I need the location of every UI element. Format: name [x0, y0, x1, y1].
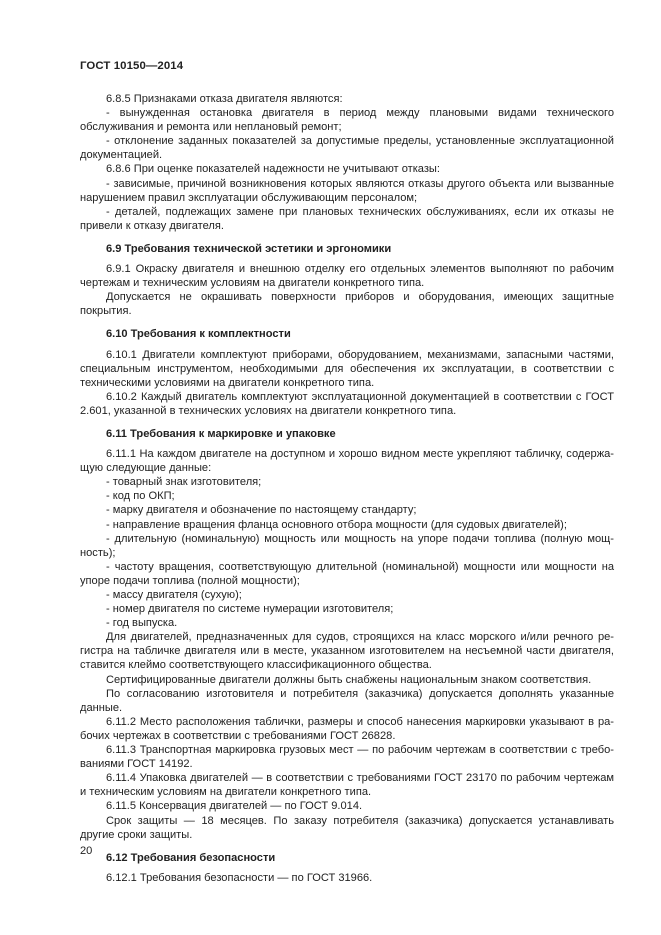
paragraph: Срок защиты — 18 месяцев. По заказу потребителя (заказчика) допускается устанавливать другие сроки защиты. — [80, 814, 614, 841]
paragraph: 6.11.1 На каждом двигателе на доступном и хорошо видном месте укрепляют табличку, содержащую следующие данные: — [80, 448, 614, 475]
paragraph: - длительную (номинальную) мощность или мощность на упоре подачи топлива (полную мощность); — [80, 532, 614, 559]
paragraph: - код по ОКП; — [106, 490, 175, 503]
paragraph: - номер двигателя по системе нумерации изготовителя; — [106, 603, 394, 616]
paragraph: 6.11.5 Консервация двигателей — по ГОСТ 9.014. — [106, 800, 363, 813]
paragraph: Допускается не окрашивать поверхности приборов и оборудования, имеющих защитные покрытия. — [80, 291, 614, 318]
section-heading: 6.11 Требования к маркировке и упаковке — [106, 427, 336, 440]
section-heading: 6.9 Требования технической эстетики и эргономики — [106, 242, 392, 255]
paragraph: - марку двигателя и обозначение по настоящему стандарту; — [106, 504, 417, 517]
paragraph: - отклонение заданных показателей за допустимые пределы, установленные эксплуатационной документацией. — [80, 135, 614, 162]
paragraph: - частоту вращения, соответствующую длительной (номинальной) мощности или мощности на упоре подачи топлива (полной мощности); — [80, 560, 614, 587]
paragraph: - товарный знак изготовителя; — [106, 476, 262, 489]
paragraph: 6.10.1 Двигатели комплектуют приборами, оборудованием, механизмами, запасными частями, специальным инструментом, необходимыми для обеспечения их эксплуатации, в соответствии с техническими условиями на двигатели конкретного типа. — [80, 348, 614, 389]
document-body — [80, 92, 614, 885]
paragraph: - массу двигателя (сухую); — [106, 589, 242, 601]
paragraph: - зависимые, причиной возникновения которых являются отказы другого объекта или вызванные нарушением правил эксплуатации обслуживающим персоналом; — [80, 177, 614, 204]
section-heading: 6.12 Требования безопасности — [106, 851, 276, 864]
paragraph: По согласованию изготовителя и потребителя (заказчика) допускается дополнять указанные данные. — [80, 687, 614, 714]
paragraph: 6.8.5 Признаками отказа двигателя являются: — [106, 93, 343, 105]
paragraph: Сертифицированные двигатели должны быть снабжены национальным знаком соответствия. — [106, 673, 592, 686]
page-number: 20 — [80, 845, 93, 857]
section-heading: 6.10 Требования к комплектности — [106, 328, 291, 341]
document-header: ГОСТ 10150—2014 — [80, 60, 184, 72]
paragraph: - год выпуска. — [106, 617, 178, 630]
paragraph: 6.11.3 Транспортная маркировка грузовых мест — по рабочим чертежам в соответствии с требованиями ГОСТ 14192. — [80, 744, 614, 771]
paragraph: 6.11.2 Место расположения таблички, размеры и способ нанесения маркировки указывают в рабочих чертежах в соответствии с требованиями ГОСТ 26828. — [80, 715, 614, 742]
paragraph: 6.12.1 Требования безопасности — по ГОСТ 31966. — [106, 871, 373, 884]
paragraph: - вынужденная остановка двигателя в период между плановыми видами технического обслуживания и ремонта или неплановый ремонт; — [80, 107, 614, 134]
paragraph: 6.10.2 Каждый двигатель комплектуют эксплуатационной документацией в соответствии с ГОСТ 2.601, указанной в технических условиях на двигатели конкретного типа. — [80, 390, 614, 417]
paragraph: - направление вращения фланца основного отбора мощности (для судовых двигателей); — [106, 518, 567, 531]
paragraph: 6.9.1 Окраску двигателя и внешнюю отделку его отдельных элементов выполняют по рабочим чертежам и техническим условиям на двигатели конкретного типа. — [80, 263, 614, 290]
paragraph: - деталей, подлежащих замене при плановых технических обслуживаниях, если их отказы не привели к отказу двигателя. — [80, 205, 614, 232]
paragraph: Для двигателей, предназначенных для судов, строящихся на класс морского и/или речного регистра на табличке двигателя или в месте, указанном изготовителем на несъемной части двигателя, ставится клеймо соответствующего классификационного общества. — [80, 631, 614, 672]
paragraph: 6.8.6 При оценке показателей надежности не учитывают отказы: — [106, 163, 440, 176]
paragraph: 6.11.4 Упаковка двигателей — в соответствии с требованиями ГОСТ 23170 по рабочим чертежам и техническим условиям на двигатели конкретного типа. — [80, 772, 614, 799]
